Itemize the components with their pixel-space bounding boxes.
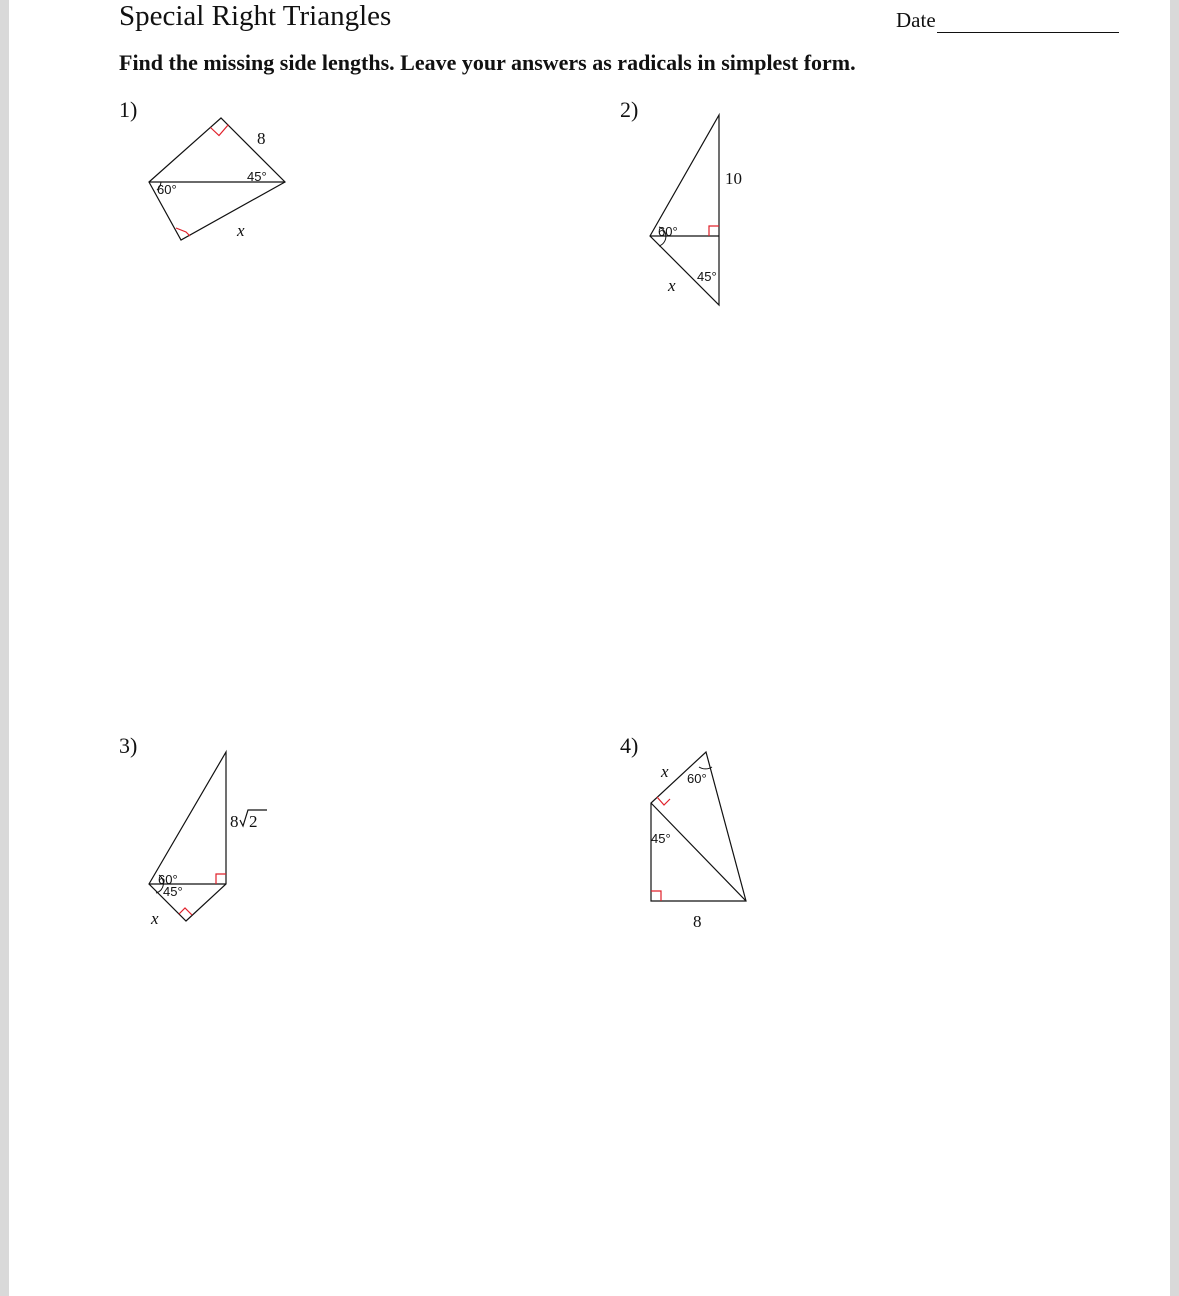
problem-2-number: 2): [620, 97, 639, 122]
problem-4-unknown-x: x: [661, 762, 669, 781]
problem-1-unknown-x: x: [237, 221, 245, 240]
problem-3-angle-60: 60°: [158, 872, 178, 887]
date-label: Date: [896, 8, 936, 32]
problem-4-figure: [9, 0, 1170, 1296]
page-title: Special Right Triangles: [119, 0, 392, 32]
worksheet-page: [9, 0, 1170, 1296]
problem-1-angle-45: 45°: [247, 169, 267, 184]
problem-3-angle-45: 45°: [163, 884, 183, 899]
problem-2-side-10: 10: [725, 169, 742, 188]
problem-4-right-angle-top: [657, 797, 670, 805]
problem-2-angle-45: 45°: [697, 269, 717, 284]
problem-4-angle-60: 60°: [687, 771, 707, 786]
problem-2-unknown-x: x: [668, 276, 676, 295]
problem-1-number: 1): [119, 97, 138, 122]
problem-3-side-coef: 8: [230, 812, 239, 831]
problem-2-angle-60: 60°: [658, 224, 678, 239]
problem-3-side-radicand: 2: [249, 812, 258, 831]
problem-4-diagonal: [651, 803, 746, 901]
problem-4-number: 4): [620, 733, 639, 758]
problem-3-number: 3): [119, 733, 138, 758]
instructions: Find the missing side lengths. Leave your answers as radicals in simplest form.: [119, 50, 856, 75]
problem-4-side-8: 8: [693, 912, 702, 931]
problem-3-unknown-x: x: [151, 909, 159, 928]
problem-4-angle-45: 45°: [651, 831, 671, 846]
problem-1-side-8: 8: [257, 129, 266, 148]
problem-1-angle-60: 60°: [157, 182, 177, 197]
problem-4-right-angle-bottom: [651, 891, 661, 901]
